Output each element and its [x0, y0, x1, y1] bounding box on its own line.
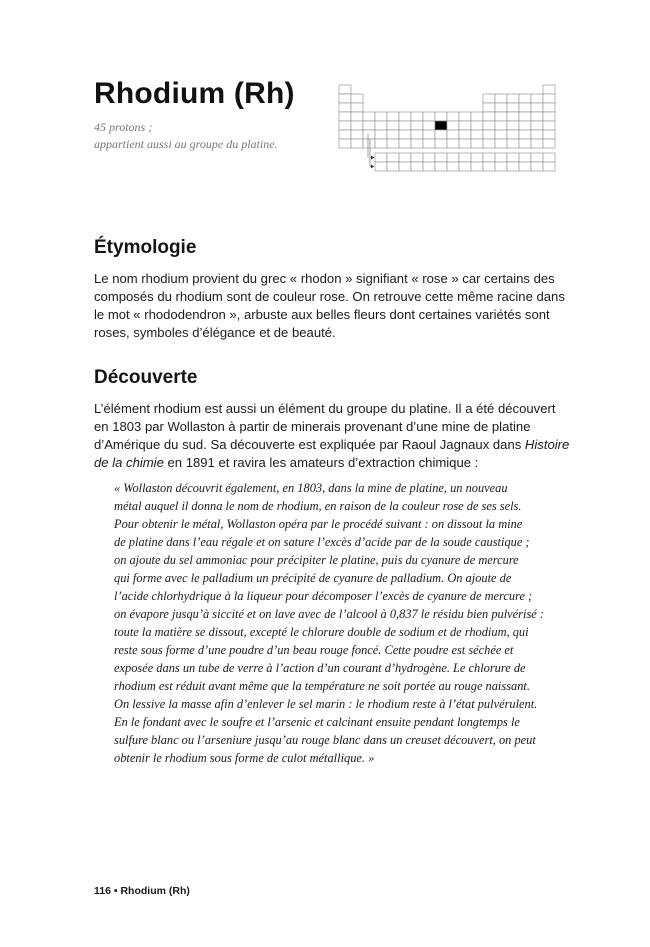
element-cell [519, 130, 531, 139]
element-cell [387, 130, 399, 139]
element-cell [543, 94, 555, 103]
element-cell [531, 139, 543, 148]
f-block-cell [447, 162, 459, 171]
f-block-cell [375, 162, 387, 171]
element-cell [411, 130, 423, 139]
highlighted-element-cell [435, 121, 447, 130]
element-cell [495, 130, 507, 139]
element-cell [459, 139, 471, 148]
element-cell [519, 139, 531, 148]
element-cell [483, 139, 495, 148]
quote-line: Pour obtenir le métal, Wollaston opéra par le procédé suivant : on dissout la mine [114, 517, 523, 531]
element-cell [339, 112, 351, 121]
f-block-cell [483, 162, 495, 171]
historical-quote [114, 479, 544, 767]
element-cell [495, 121, 507, 130]
element-cell [363, 112, 375, 121]
quote-line: toute la matière se dissout, excepté le chlorure double de sodium et de rhodium, qui [114, 625, 529, 639]
quote-line: sulfure blanc ou l’arseniure jusqu’au rouge blanc dans un creuset découvert, on peut [114, 733, 536, 747]
page-title: Rhodium (Rh) [94, 77, 295, 110]
element-cell [507, 103, 519, 112]
f-block-cell [375, 153, 387, 162]
decouverte-heading: Découverte [94, 367, 198, 388]
element-cell [399, 130, 411, 139]
quote-line: on évapore jusqu’à siccité et on lave avec de l’alcool à 0,837 le résidu bien pulvérisé : [114, 607, 544, 621]
element-cell [471, 121, 483, 130]
paragraph-line [94, 454, 562, 472]
subtitle-line: 45 protons ; [94, 120, 153, 134]
element-cell [507, 121, 519, 130]
element-cell [399, 121, 411, 130]
f-block-cell [435, 162, 447, 171]
element-cell [471, 130, 483, 139]
element-cell [375, 121, 387, 130]
element-cell [543, 139, 555, 148]
etymologie-paragraph [94, 270, 565, 342]
periodic-table-diagram [338, 84, 558, 174]
element-cell [339, 103, 351, 112]
element-cell [495, 103, 507, 112]
f-block-cell [435, 153, 447, 162]
etymologie-heading: Étymologie [94, 237, 197, 258]
f-block-cell [459, 153, 471, 162]
arrow-icon [371, 165, 374, 169]
element-cell [459, 112, 471, 121]
element-cell [387, 121, 399, 130]
element-cell [495, 94, 507, 103]
paragraph-line: L’élément rhodium est aussi un élément du groupe du platine. Il a été découvert [94, 401, 556, 416]
quote-line: de platine dans l’eau régale et on sature l’excès d’acide par de la soude caustique ; [114, 535, 530, 549]
element-cell [447, 121, 459, 130]
element-cell [435, 130, 447, 139]
f-block-cell [447, 153, 459, 162]
element-cell [363, 139, 375, 148]
f-block-cell [411, 162, 423, 171]
page-footer: 116 • Rhodium (Rh) [94, 885, 190, 897]
element-cell [375, 139, 387, 148]
f-block-cell [543, 162, 555, 171]
f-block-cell [507, 153, 519, 162]
element-cell [519, 94, 531, 103]
quote-line: exposée dans un tube de verre à l’action d’un courant d’hydrogène. Le chlorure de [114, 661, 526, 675]
paragraph-line: le mot « rhododendron », arbuste aux belles fleurs dont certaines variétés sont [94, 307, 550, 322]
paragraph-text: en 1891 et ravira les amateurs d’extraction chimique : [163, 455, 479, 470]
arrow-icon [371, 156, 374, 160]
f-block-cell [543, 153, 555, 162]
quote-line: métal auquel il donna le nom de rhodium, en raison de la couleur rose de ses sels. [114, 499, 522, 513]
element-cell [363, 121, 375, 130]
element-cell [507, 112, 519, 121]
element-cell [519, 112, 531, 121]
f-block-cell [387, 153, 399, 162]
element-cell [471, 139, 483, 148]
f-block-cell [531, 162, 543, 171]
element-cell [339, 130, 351, 139]
element-cell [423, 139, 435, 148]
quote-line: En le fondant avec le soufre et l’arsenic et calcinant ensuite pendant longtemps le [114, 715, 520, 729]
f-block-cell [519, 153, 531, 162]
element-cell [459, 130, 471, 139]
decouverte-paragraph [94, 400, 570, 472]
subtitle-line: appartient aussi au groupe du platine. [94, 137, 278, 151]
f-block-cell [423, 162, 435, 171]
element-cell [363, 130, 375, 139]
element-cell [519, 121, 531, 130]
quote-line: on ajoute du sel ammoniac pour précipiter le platine, puis du cyanure de mercure [114, 553, 519, 567]
paragraph-line: roses, symboles d’élégance et de beauté. [94, 325, 336, 340]
element-cell [531, 103, 543, 112]
element-cell [447, 139, 459, 148]
element-cell [351, 103, 363, 112]
element-cell [543, 112, 555, 121]
element-cell [423, 130, 435, 139]
element-cell [411, 112, 423, 121]
quote-line: « Wollaston découvrit également, en 1803, dans la mine de platine, un nouveau [114, 481, 508, 495]
f-block-cell [459, 162, 471, 171]
element-cell [435, 112, 447, 121]
f-block-cell [519, 162, 531, 171]
quote-line: qui forme avec le palladium un précipité de cyanure de palladium. On ajoute de [114, 571, 512, 585]
element-cell [531, 130, 543, 139]
element-cell [531, 94, 543, 103]
element-cell [483, 121, 495, 130]
quote-line: obtenir le rhodium sous forme de culot métallique. » [114, 751, 375, 765]
paragraph-line [94, 436, 570, 454]
element-cell [435, 139, 447, 148]
element-cell [507, 139, 519, 148]
element-cell [411, 139, 423, 148]
element-cell [339, 139, 351, 148]
element-subtitle [94, 119, 334, 153]
paragraph-line: en 1803 par Wollaston à partir de minerais provenant d’une mine de platine [94, 419, 531, 434]
element-cell [387, 112, 399, 121]
f-block-cell [423, 153, 435, 162]
element-cell [459, 121, 471, 130]
element-cell [339, 94, 351, 103]
element-cell [399, 139, 411, 148]
element-cell [531, 121, 543, 130]
f-block-cell [399, 162, 411, 171]
f-block-cell [387, 162, 399, 171]
element-cell [351, 130, 363, 139]
element-cell [543, 130, 555, 139]
f-block-cell [495, 162, 507, 171]
element-cell [483, 94, 495, 103]
element-cell [507, 130, 519, 139]
element-cell [543, 103, 555, 112]
book-title-part: Histoire [524, 437, 570, 452]
element-cell [351, 139, 363, 148]
quote-line: On lessive la masse afin d’enlever le sel marin : le rhodium reste à l’état pulvérulent. [114, 697, 538, 711]
element-cell [351, 112, 363, 121]
element-cell [351, 121, 363, 130]
paragraph-text: d’Amérique du sud. Sa découverte est expliquée par Raoul Jagnaux dans [94, 437, 522, 452]
paragraph-line: composés du rhodium sont de couleur rose. On retrouve cette même racine dans [94, 289, 565, 304]
quote-line: rhodium est réduit avant même que la température ne soit portée au rouge naissant. [114, 679, 530, 693]
f-block-cell [495, 153, 507, 162]
f-block-cell [531, 153, 543, 162]
element-cell [531, 112, 543, 121]
paragraph-line: Le nom rhodium provient du grec « rhodon » signifiant « rose » car certains des [94, 271, 555, 286]
element-cell [543, 85, 555, 94]
element-cell [519, 103, 531, 112]
element-cell [483, 130, 495, 139]
f-block-cell [399, 153, 411, 162]
element-cell [483, 112, 495, 121]
f-block-cell [411, 153, 423, 162]
element-cell [447, 112, 459, 121]
quote-line: reste sous forme d’une poudre d’un beau rouge foncé. Cette poudre est séchée et [114, 643, 514, 657]
element-cell [339, 121, 351, 130]
f-block-cell [483, 153, 495, 162]
element-cell [411, 121, 423, 130]
element-cell [399, 112, 411, 121]
f-block-cell [471, 153, 483, 162]
f-block-cell [507, 162, 519, 171]
quote-line: l’acide chlorhydrique à la liqueur pour décomposer l’excès de cyanure de mercure ; [114, 589, 533, 603]
book-title-part: de la chimie [94, 455, 164, 470]
element-cell [495, 112, 507, 121]
element-cell [471, 112, 483, 121]
element-cell [495, 139, 507, 148]
element-cell [375, 112, 387, 121]
element-cell [447, 130, 459, 139]
element-cell [423, 121, 435, 130]
element-cell [423, 112, 435, 121]
f-block-cell [471, 162, 483, 171]
element-cell [375, 130, 387, 139]
element-cell [507, 94, 519, 103]
element-cell [543, 121, 555, 130]
element-cell [483, 103, 495, 112]
element-cell [339, 85, 351, 94]
element-cell [351, 94, 363, 103]
element-cell [387, 139, 399, 148]
